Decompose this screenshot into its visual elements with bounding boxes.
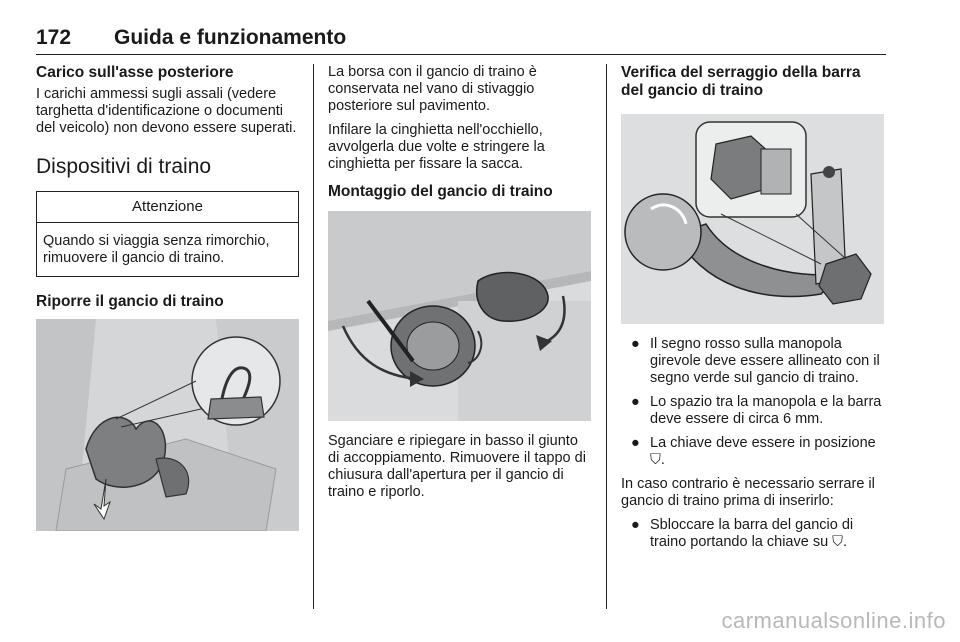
list-item: ● Il segno rosso sulla manopola girevole deve essere allineato con il segno verde sul gancio di traino. [631,336,880,386]
otherwise-text: In caso contrario è necessario serrare il gancio di traino prima di inserirlo: [621,476,875,509]
mount-hook-illustration [328,211,591,421]
strap-text: Infilare la cinghietta nell'occhiello, avvolgerla due volte e stringere la cinghietta per fissare la sacca. [328,122,545,172]
tighten-bullet-list [621,517,886,551]
bullet-icon: ● [631,394,640,410]
bag-storage-text: La borsa con il gancio di traino è conservata nel vano di stivaggio posteriore sul pavimento. [328,64,537,114]
check-tightening-heading: Verifica del serraggio della barra del gancio di traino [621,64,861,99]
store-hook-heading: Riporre il gancio di traino [36,293,224,310]
bullet-icon: ● [631,517,640,533]
mount-hook-heading: Montaggio del gancio di traino [328,183,553,200]
page-header [36,26,886,55]
unhook-text: Sganciare e ripiegare in basso il giunto di accoppiamento. Rimuovere il tappo di chiusura dall'apertura per il gancio di traino e riporlo. [328,433,586,500]
column-1 [36,64,299,543]
list-item: ● Lo spazio tra la manopola e la barra deve essere di circa 6 mm. [631,394,882,427]
column-2 [328,64,591,508]
column-3 [621,64,886,558]
list-item: ● La chiave deve essere in posizione ⛉. [631,435,876,468]
rear-axle-text: I carichi ammessi sugli assali (vedere targhetta d'identificazione o documenti del veicolo) non devono essere superati. [36,86,297,136]
tow-bar-illustration [621,114,884,324]
store-hook-illustration [36,319,299,531]
column-divider-1 [313,64,314,609]
page-number: 172 [36,26,72,49]
list-item: ● Sbloccare la barra del gancio di traino portando la chiave su ⛉. [631,517,854,550]
watermark: carmanualsonline.info [721,608,946,633]
bullet-icon: ● [631,435,640,451]
section-title: Dispositivi di traino [36,155,212,178]
bullet-icon: ● [631,336,640,352]
check-bullet-list [621,336,886,469]
rear-axle-heading: Carico sull'asse posteriore [36,64,234,81]
column-divider-2 [606,64,607,609]
caution-title: Attenzione [37,192,298,223]
caution-text: Quando si viaggia senza rimorchio, rimuovere il gancio di traino. [43,233,270,266]
chapter-title: Guida e funzionamento [114,26,347,49]
caution-box [36,191,299,277]
